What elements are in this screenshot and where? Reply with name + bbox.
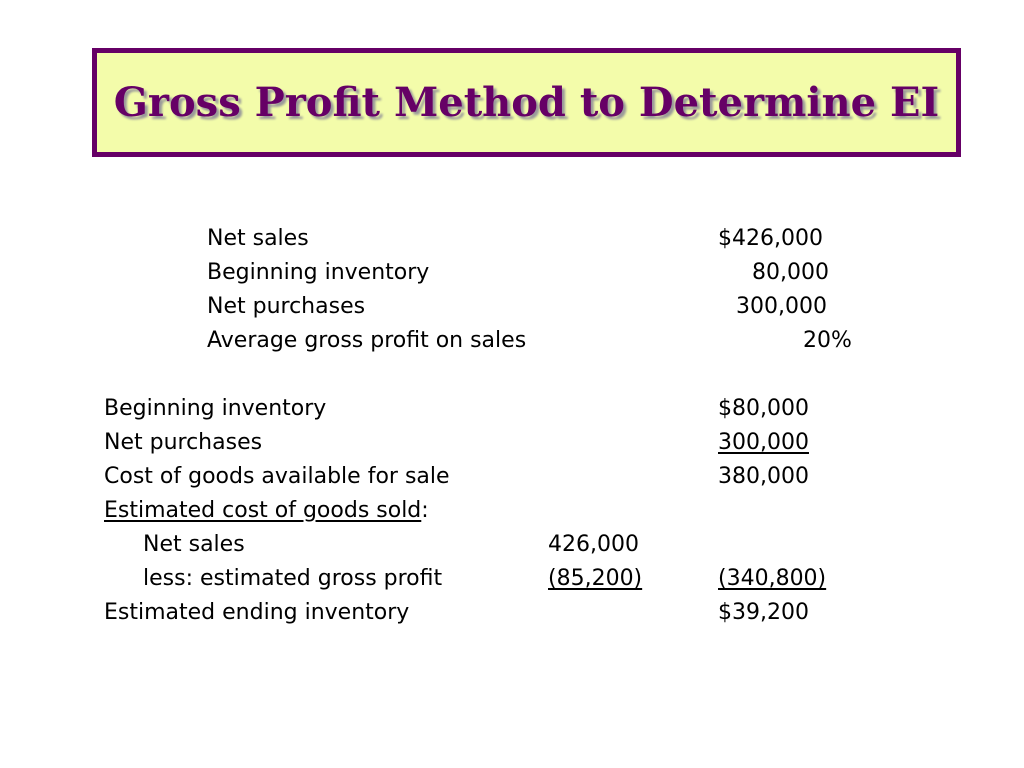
calc-value-less-gross-profit: (85,200) xyxy=(548,566,643,591)
slide-title: Gross Profit Method to Determine EI xyxy=(113,79,940,126)
calc-value-net-purchases: 300,000 xyxy=(718,430,809,455)
given-label-gross-profit-rate: Average gross profit on sales xyxy=(207,328,527,353)
calc-label-estimated-cogs: Estimated cost of goods sold xyxy=(104,498,422,523)
calc-value-net-sales: 426,000 xyxy=(548,532,639,557)
given-value-beginning-inventory: 80,000 xyxy=(752,260,829,285)
calc-heading-colon: : xyxy=(421,498,429,523)
calc-label-net-sales: Net sales xyxy=(143,532,245,557)
calc-heading-estimated-cogs xyxy=(104,496,429,526)
calc-label-net-purchases: Net purchases xyxy=(104,430,263,455)
given-value-net-purchases: 300,000 xyxy=(736,294,827,319)
calc-label-less-gross-profit: less: estimated gross profit xyxy=(143,566,443,591)
calc-label-beginning-inventory: Beginning inventory xyxy=(104,396,327,421)
calc-label-goods-available: Cost of goods available for sale xyxy=(104,464,450,489)
given-value-gross-profit-rate: 20% xyxy=(803,328,852,353)
calc-value-ending-inventory: $39,200 xyxy=(718,600,809,625)
calc-label-ending-inventory: Estimated ending inventory xyxy=(104,600,410,625)
calc-value-beginning-inventory: $80,000 xyxy=(718,396,809,421)
given-label-net-sales: Net sales xyxy=(207,226,309,251)
title-box xyxy=(92,48,961,157)
calc-value-goods-available: 380,000 xyxy=(718,464,809,489)
given-label-net-purchases: Net purchases xyxy=(207,294,366,319)
calc-total-estimated-cogs: (340,800) xyxy=(718,566,827,591)
given-value-net-sales: $426,000 xyxy=(718,226,823,251)
given-label-beginning-inventory: Beginning inventory xyxy=(207,260,430,285)
